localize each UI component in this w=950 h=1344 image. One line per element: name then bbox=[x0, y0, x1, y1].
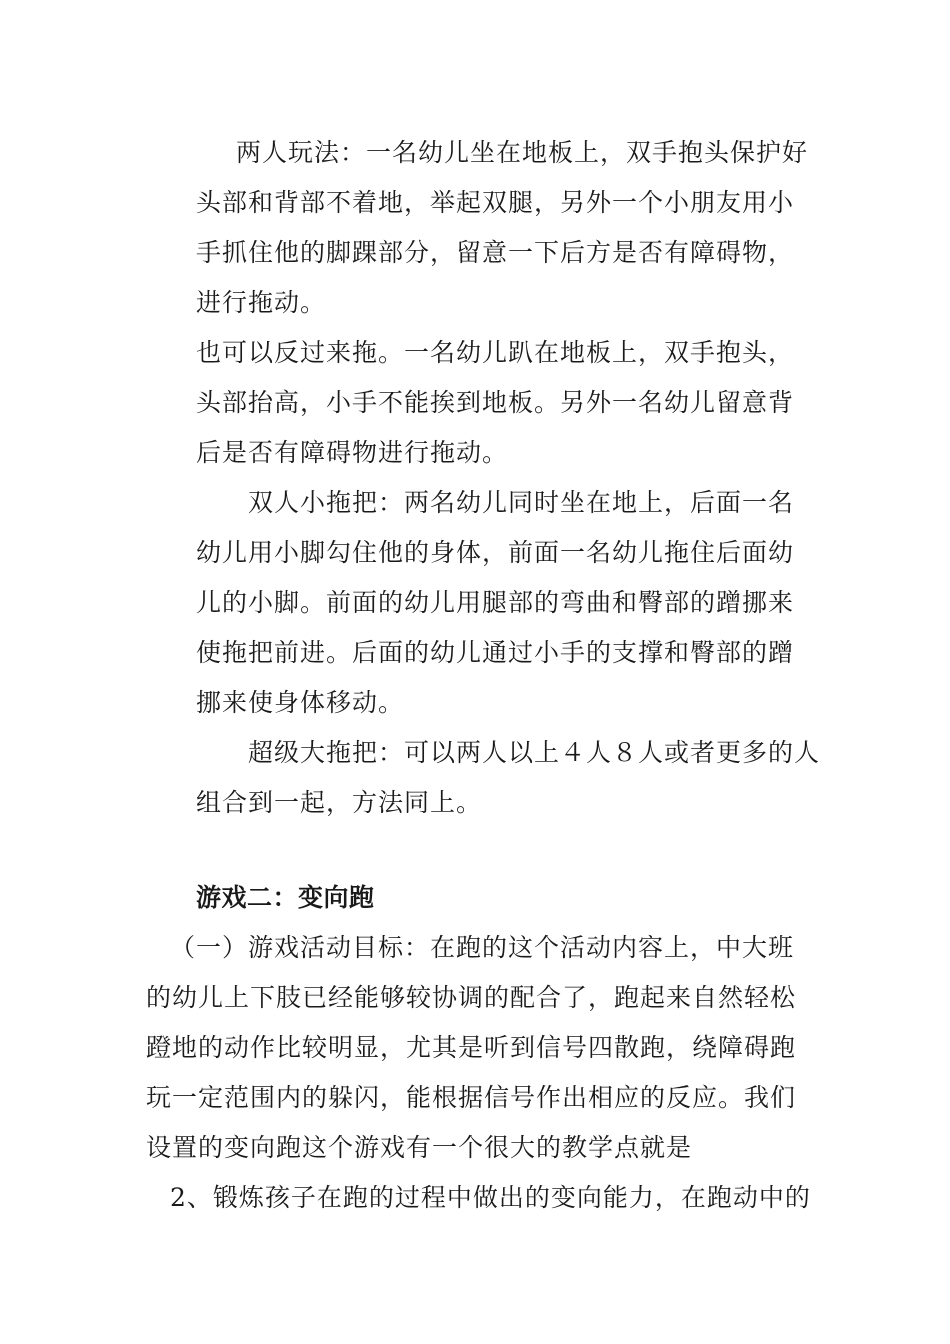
paragraph-line: （一）游戏活动目标：在跑的这个活动内容上，中大班 bbox=[170, 933, 795, 962]
paragraph-line: 蹬地的动作比较明显，尤其是听到信号四散跑，绕障碍跑 bbox=[146, 1033, 797, 1062]
paragraph-line: 也可以反过来拖。一名幼儿趴在地板上，双手抱头， bbox=[196, 338, 795, 367]
paragraph-line: 进行拖动。 bbox=[196, 288, 327, 317]
paragraph-line: 超级大拖把：可以两人以上４人８人或者更多的人 bbox=[248, 738, 821, 767]
paragraph-line: 设置的变向跑这个游戏有一个很大的教学点就是 bbox=[146, 1133, 693, 1162]
paragraph-line: 幼儿用小脚勾住他的身体，前面一名幼儿拖住后面幼 bbox=[196, 538, 795, 567]
paragraph-line: 使拖把前进。后面的幼儿通过小手的支撑和臀部的蹭 bbox=[196, 638, 795, 667]
paragraph-line: 手抓住他的脚踝部分，留意一下后方是否有障碍物， bbox=[196, 238, 795, 267]
paragraph-line: 头部抬高，小手不能挨到地板。另外一名幼儿留意背 bbox=[196, 388, 795, 417]
paragraph-line: 头部和背部不着地，举起双腿，另外一个小朋友用小 bbox=[196, 188, 795, 217]
paragraph-line: 儿的小脚。前面的幼儿用腿部的弯曲和臀部的蹭挪来 bbox=[196, 588, 795, 617]
paragraph-line: 的幼儿上下肢已经能够较协调的配合了，跑起来自然轻松 bbox=[146, 983, 797, 1012]
paragraph-line: 后是否有障碍物进行拖动。 bbox=[196, 438, 509, 467]
paragraph-line: 组合到一起，方法同上。 bbox=[196, 788, 483, 817]
paragraph-line: 2、锻炼孩子在跑的过程中做出的变向能力，在跑动中的 bbox=[170, 1183, 811, 1212]
paragraph-line: 两人玩法：一名幼儿坐在地板上，双手抱头保护好 bbox=[236, 138, 809, 167]
paragraph-line: 双人小拖把：两名幼儿同时坐在地上，后面一名 bbox=[248, 488, 795, 517]
paragraph-line: 玩一定范围内的躲闪，能根据信号作出相应的反应。我们 bbox=[146, 1083, 797, 1112]
paragraph-line: 挪来使身体移动。 bbox=[196, 688, 405, 717]
section-heading: 游戏二：变向跑 bbox=[196, 883, 375, 912]
